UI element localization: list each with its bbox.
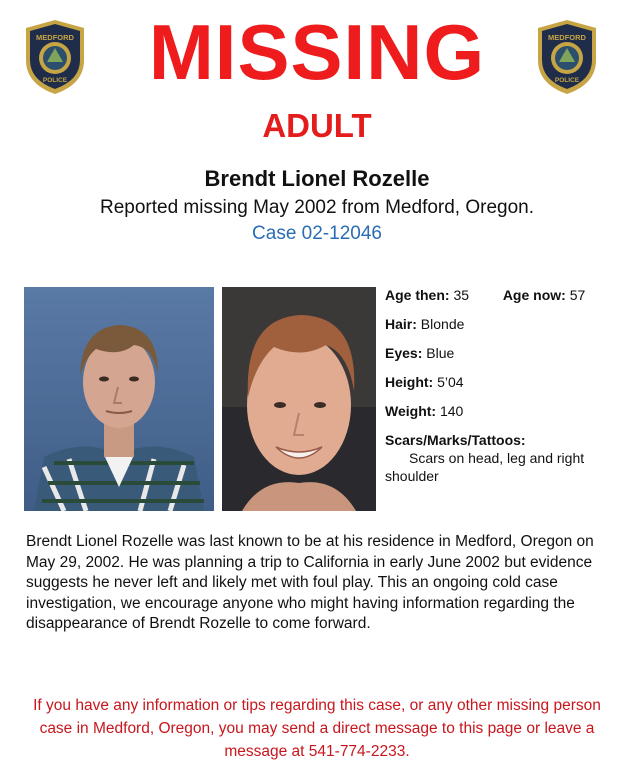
person-photo-1 [24,287,214,511]
person-photo-2 [222,287,376,511]
weight-row [385,402,625,431]
scars-label: Scars/Marks/Tattoos: [385,432,526,448]
age-then-label: Age then: [385,287,450,303]
hair-label: Hair: [385,316,417,332]
scars-value: Scars on head, leg and right shoulder [385,450,585,484]
missing-headline: MISSING [148,8,486,96]
hair-row [385,315,625,344]
age-then-value: 35 [453,287,470,303]
weight-value: 140 [439,403,464,419]
hair-value: Blonde [420,316,465,332]
eyes-label: Eyes: [385,345,423,361]
height-row [385,373,625,402]
eyes-value: Blue [426,345,455,361]
person-name: Brendt Lionel Rozelle [204,166,430,191]
age-row [385,286,625,315]
svg-text:MEDFORD: MEDFORD [36,33,74,42]
height-value: 5’04 [437,374,464,390]
svg-text:MEDFORD: MEDFORD [548,33,586,42]
reported-missing-line: Reported missing May 2002 from Medford, Oregon. [99,197,535,218]
age-now-value: 57 [569,287,586,303]
weight-label: Weight: [385,403,437,419]
case-number: Case 02-12046 [252,223,382,244]
case-description: Brendt Lionel Rozelle was last known to be at his residence in Medford, Oregon on May 29, 2002. He was planning a trip to California in early June 2002 but evidence suggests he never left and likely met with foul play. This an ongoing cold case investigation, we encourage anyone who might having information regarding the disappearance of Brendt Rozelle to come forward. [26,533,594,632]
tips-contact-message: If you have any information or tips regarding this case, or any other missing person case in Medford, Oregon, you may send a direct message to this page or leave a message at 541-774-2233. [33,697,601,760]
svg-text:POLICE: POLICE [42,77,68,84]
adult-subheading: ADULT [262,107,372,144]
age-now-label: Age now: [502,287,566,303]
height-label: Height: [385,374,434,390]
scars-row [385,431,625,485]
svg-text:POLICE: POLICE [554,77,580,84]
eyes-row [385,344,625,373]
physical-description [385,286,625,485]
